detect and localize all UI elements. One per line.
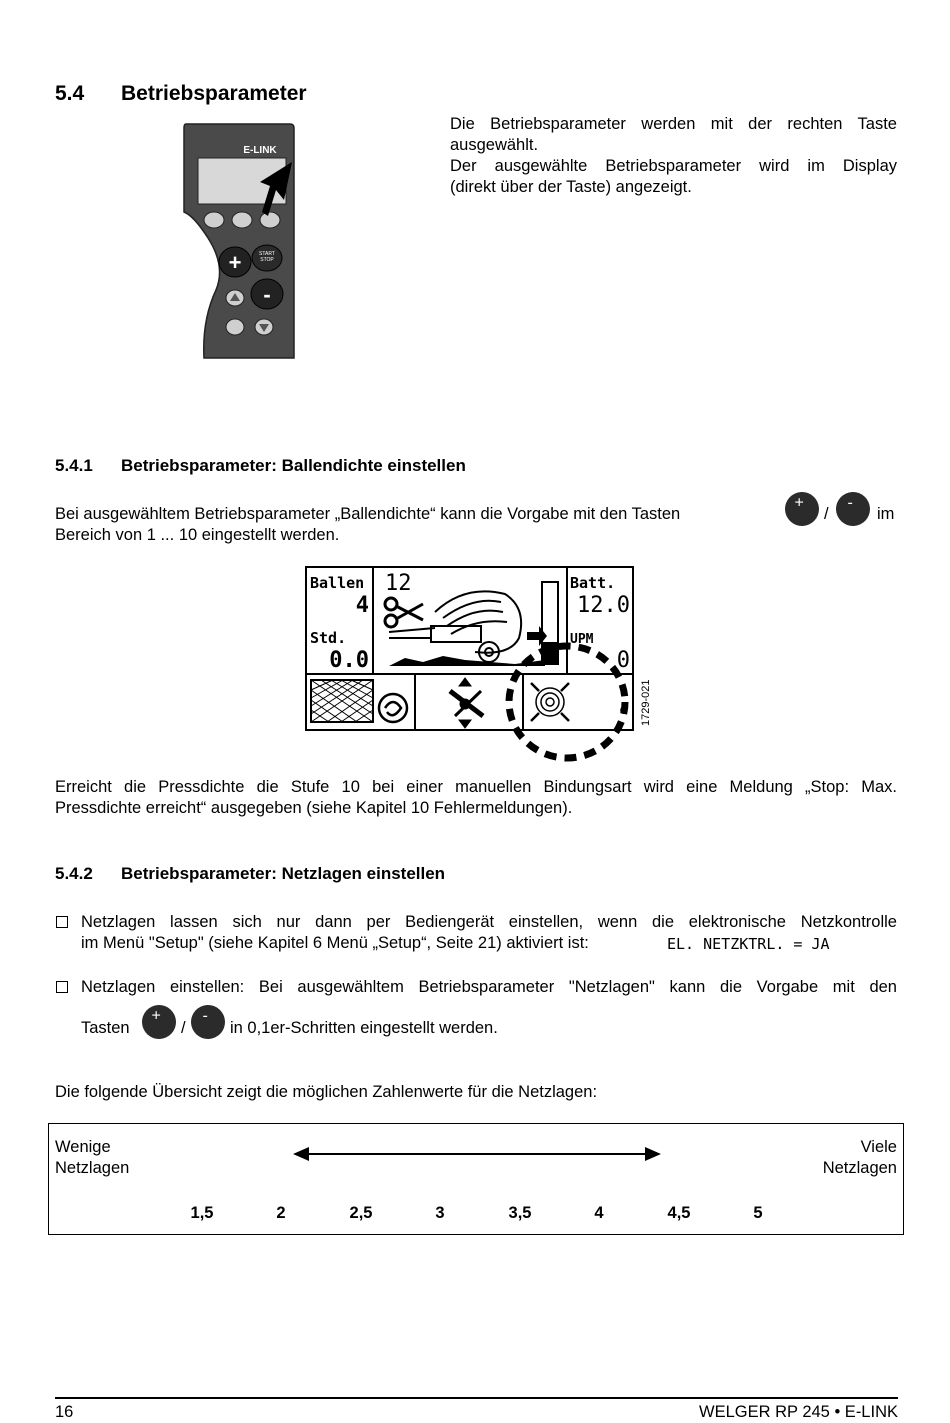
intro-line-2: ausgewählt.: [450, 136, 539, 154]
scale-right-1: Viele: [860, 1138, 897, 1156]
scale-value: 2,5: [349, 1204, 373, 1222]
stop-label: STOP: [260, 257, 274, 263]
slash-separator: /: [824, 505, 829, 523]
subsection-title: Betriebsparameter: Ballendichte einstellen: [121, 456, 466, 475]
bullet-2-tasten: Tasten: [81, 1019, 130, 1037]
scale-value: 3: [435, 1204, 445, 1222]
scale-left-2: Netzlagen: [55, 1159, 130, 1177]
ballen-value: 4: [355, 593, 369, 618]
subsection-2-title: Betriebsparameter: Netzlagen einstellen: [121, 864, 446, 883]
paragraph-stop-max-a: Erreicht die Pressdichte die Stufe 10 bei einer manuellen Bindungsart wird eine Meldung „Stop: Max.: [55, 778, 897, 796]
bale-count: 12: [385, 571, 412, 596]
scale-value: 4: [594, 1204, 604, 1222]
bullet-2-line-1: Netzlagen einstellen: Bei ausgewähltem Betriebsparameter "Netzlagen" kann die Vorgabe mit den: [81, 978, 897, 996]
scale-value: 2: [276, 1204, 286, 1222]
side-letter: c: [619, 703, 627, 718]
figure-id: 1729-021: [640, 679, 652, 726]
checkbox-bullet-icon: [56, 916, 68, 928]
std-label: Std.: [310, 629, 347, 647]
page-number: 16: [55, 1403, 74, 1421]
scale-value: 5: [753, 1204, 763, 1222]
double-arrow-icon: [293, 1144, 661, 1164]
scale-left-1: Wenige: [55, 1138, 111, 1156]
remote-control-illustration: [180, 120, 300, 362]
start-label: START: [259, 251, 275, 257]
bullet-2-rest: in 0,1er-Schritten eingestellt werden.: [230, 1019, 498, 1037]
netzlagen-scale: [48, 1123, 904, 1235]
checkbox-bullet-icon: [56, 981, 68, 993]
batt-label: Batt.: [570, 574, 616, 592]
intro-line-1: Die Betriebsparameter werden mit der rechten Taste: [450, 115, 897, 133]
std-value: 0.0: [329, 648, 369, 673]
batt-value: 12.0: [577, 593, 630, 618]
overview-text: Die folgende Übersicht zeigt die möglichen Zahlenwerte für die Netzlagen:: [55, 1083, 598, 1101]
plus-label: +: [228, 250, 242, 275]
scale-right-2: Netzlagen: [822, 1159, 897, 1177]
display-illustration: [305, 566, 655, 766]
bullet-1-line-2: im Menü "Setup" (siehe Kapitel 6 Menü „Setup“, Seite 21) aktiviert ist:: [81, 934, 589, 952]
paragraph-ballendichte-a: Bei ausgewähltem Betriebsparameter „Ballendichte“ kann die Vorgabe mit den Tasten: [55, 505, 681, 523]
plus-key-icon: +: [785, 484, 819, 526]
ok-button: [226, 319, 244, 335]
paragraph-stop-max-b: Pressdichte erreicht“ ausgegeben (siehe Kapitel 10 Fehlermeldungen).: [55, 799, 573, 817]
bullet-2-slash: /: [181, 1019, 186, 1037]
remote-softkey-middle: [232, 212, 252, 228]
plus-key-icon: +: [142, 997, 176, 1039]
ballen-label: Ballen: [310, 574, 365, 592]
scale-value: 4,5: [667, 1204, 691, 1222]
minus-key-icon: -: [836, 484, 870, 526]
intro-line-4: (direkt über der Taste) angezeigt.: [450, 178, 692, 196]
scale-value: 1,5: [190, 1204, 214, 1222]
bullet-1-line-1: Netzlagen lassen sich nur dann per Bediengerät einstellen, wenn die elektronische Netzkontrolle: [81, 913, 897, 931]
section-number: 5.4: [55, 82, 85, 105]
minus-key-icon: -: [191, 997, 225, 1039]
subsection-number: 5.4.1: [55, 456, 93, 475]
remote-softkey-right: [260, 212, 280, 228]
paragraph-im: im: [877, 505, 895, 523]
scale-value: 3,5: [508, 1204, 532, 1222]
footer-product: WELGER RP 245 • E-LINK: [699, 1403, 898, 1421]
paragraph-ballendichte-b: Bereich von 1 ... 10 eingestellt werden.: [55, 526, 340, 544]
subsection-2-number: 5.4.2: [55, 864, 93, 883]
section-title: Betriebsparameter: [121, 82, 307, 105]
remote-softkey-left: [204, 212, 224, 228]
upm-label: UPM: [570, 632, 594, 647]
remote-brand: E-LINK: [243, 145, 277, 156]
footer-divider: [55, 1397, 898, 1399]
netzktrl-code: EL. NETZKTRL. = JA: [667, 935, 830, 953]
minus-label: -: [263, 282, 271, 307]
upm-value: 0: [616, 648, 630, 673]
intro-line-3: Der ausgewählte Betriebsparameter wird im Display: [450, 157, 897, 175]
